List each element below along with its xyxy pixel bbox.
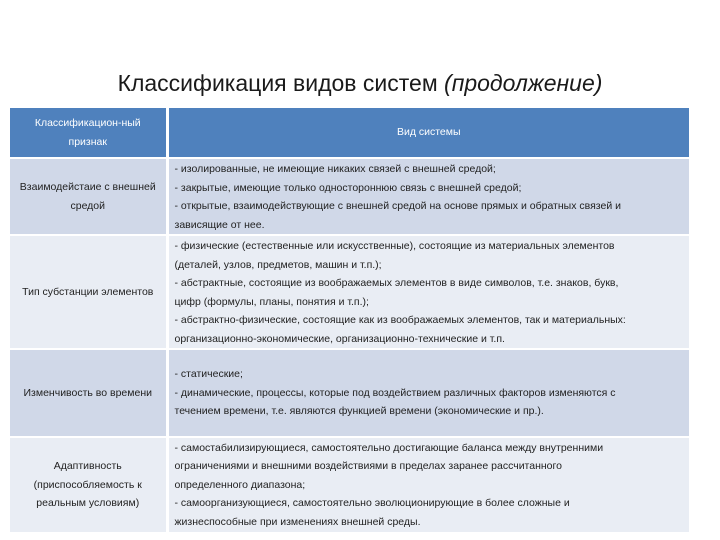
kind-line: (деталей, узлов, предметов, машин и т.п.); (174, 258, 382, 271)
kind-line: - статические; (174, 368, 243, 381)
header-feature: Классификацион-ный признак (10, 108, 167, 158)
kind-line: течением времени, т.е. являются функцией времени (экономические и пр.). (174, 405, 544, 418)
kind-line: определенного диапазона; (174, 478, 306, 491)
slide-title-main: Классификация видов систем (117, 70, 438, 96)
kind-line: - абстрактные, состоящие из воображаемых элементов в виде символов, т.е. знаков, букв, (174, 277, 619, 289)
row-system-kinds (167, 437, 689, 532)
kind-line: - динамические, процессы, которые под воздействием различных факторов изменяются с (174, 386, 616, 399)
kind-line: зависящие от нее. (174, 218, 265, 231)
kind-line: - самоорганизующиеся, самостоятельно эволюционирующие в более сложные и (174, 497, 570, 510)
classification-table (10, 108, 689, 532)
kind-line: - закрытые, имеющие только одностороннюю связь с внешней средой; (174, 181, 522, 194)
kind-line: - изолированные, не имеющие никаких связей с внешней средой; (174, 163, 496, 175)
header-system-kind: Вид системы (167, 108, 689, 158)
row-feature: Изменчивость во времени (10, 349, 167, 437)
table-row (10, 235, 689, 349)
table-row (10, 349, 689, 437)
kind-line: организационно-экономические, организационно-технические и т.п. (174, 332, 505, 345)
row-feature: Адаптивность (приспособляемость к реальным условиям) (10, 437, 167, 532)
slide-title (0, 70, 720, 97)
table-row (10, 437, 689, 532)
kind-line: ограничениями и внешними воздействиями в пределах заранее рассчитанного (174, 460, 562, 473)
row-feature: Взаимодейстаие с внешней средой (10, 158, 167, 235)
kind-line: цифр (формулы, планы, понятия и т.п.); (174, 295, 369, 308)
kind-line: - абстрактно-физические, состоящие как из воображаемых элементов, так и материальных: (174, 314, 626, 326)
kind-line: - физические (естественные или искусственные), состоящие из материальных элементов (174, 240, 615, 252)
row-feature: Тип субстанции элементов (10, 235, 167, 349)
kind-line: жизнеспособные при изменениях внешней среды. (174, 515, 421, 528)
kind-line: - самостабилизирующиеся, самостоятельно достигающие баланса между внутренними (174, 441, 604, 454)
row-system-kinds (167, 349, 689, 437)
kind-line: - открытые, взаимодействующие с внешней средой на основе прямых и обратных связей и (174, 200, 621, 212)
table-row (10, 158, 689, 235)
row-system-kinds (167, 158, 689, 235)
table-header-row (10, 108, 689, 158)
slide-title-sub: (продолжение) (444, 70, 603, 96)
row-system-kinds (167, 235, 689, 349)
